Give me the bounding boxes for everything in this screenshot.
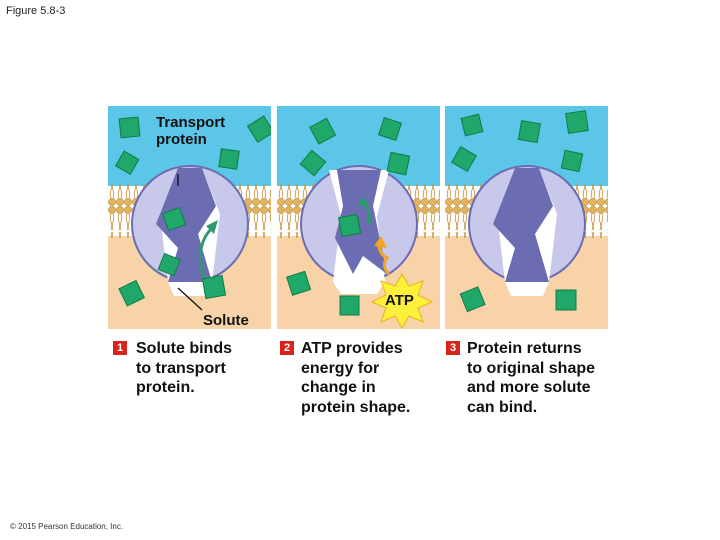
panel-2-illustration xyxy=(277,106,440,329)
solute xyxy=(518,121,540,143)
solute xyxy=(119,117,140,138)
step-1-badge: 1 xyxy=(113,341,127,355)
step-1-caption: Solute binds to transport protein. xyxy=(136,340,232,396)
solute xyxy=(219,149,239,169)
step-3-caption: Protein returns to original shape and more solute can bind. xyxy=(467,340,596,416)
step-2-badge: 2 xyxy=(280,341,294,355)
panel-2 xyxy=(277,106,440,329)
panel-3-illustration xyxy=(445,106,608,329)
panel-3 xyxy=(445,106,608,329)
transport-protein-label: Transport protein xyxy=(156,114,226,148)
solute xyxy=(340,296,359,315)
solute-label: Solute xyxy=(203,312,249,329)
solute xyxy=(387,152,410,175)
solute xyxy=(561,150,582,171)
solute xyxy=(566,111,589,134)
figure-label: Figure 5.8-3 xyxy=(6,5,66,17)
copyright-notice: © 2015 Pearson Education, Inc. xyxy=(10,522,124,531)
atp-label: ATP xyxy=(385,292,414,309)
step-2-caption: ATP provides energy for change in protein shape. xyxy=(301,340,411,416)
solute xyxy=(556,290,576,310)
solute xyxy=(202,275,225,298)
step-3-badge: 3 xyxy=(446,341,460,355)
solute xyxy=(461,114,483,136)
released-solute xyxy=(339,214,361,236)
